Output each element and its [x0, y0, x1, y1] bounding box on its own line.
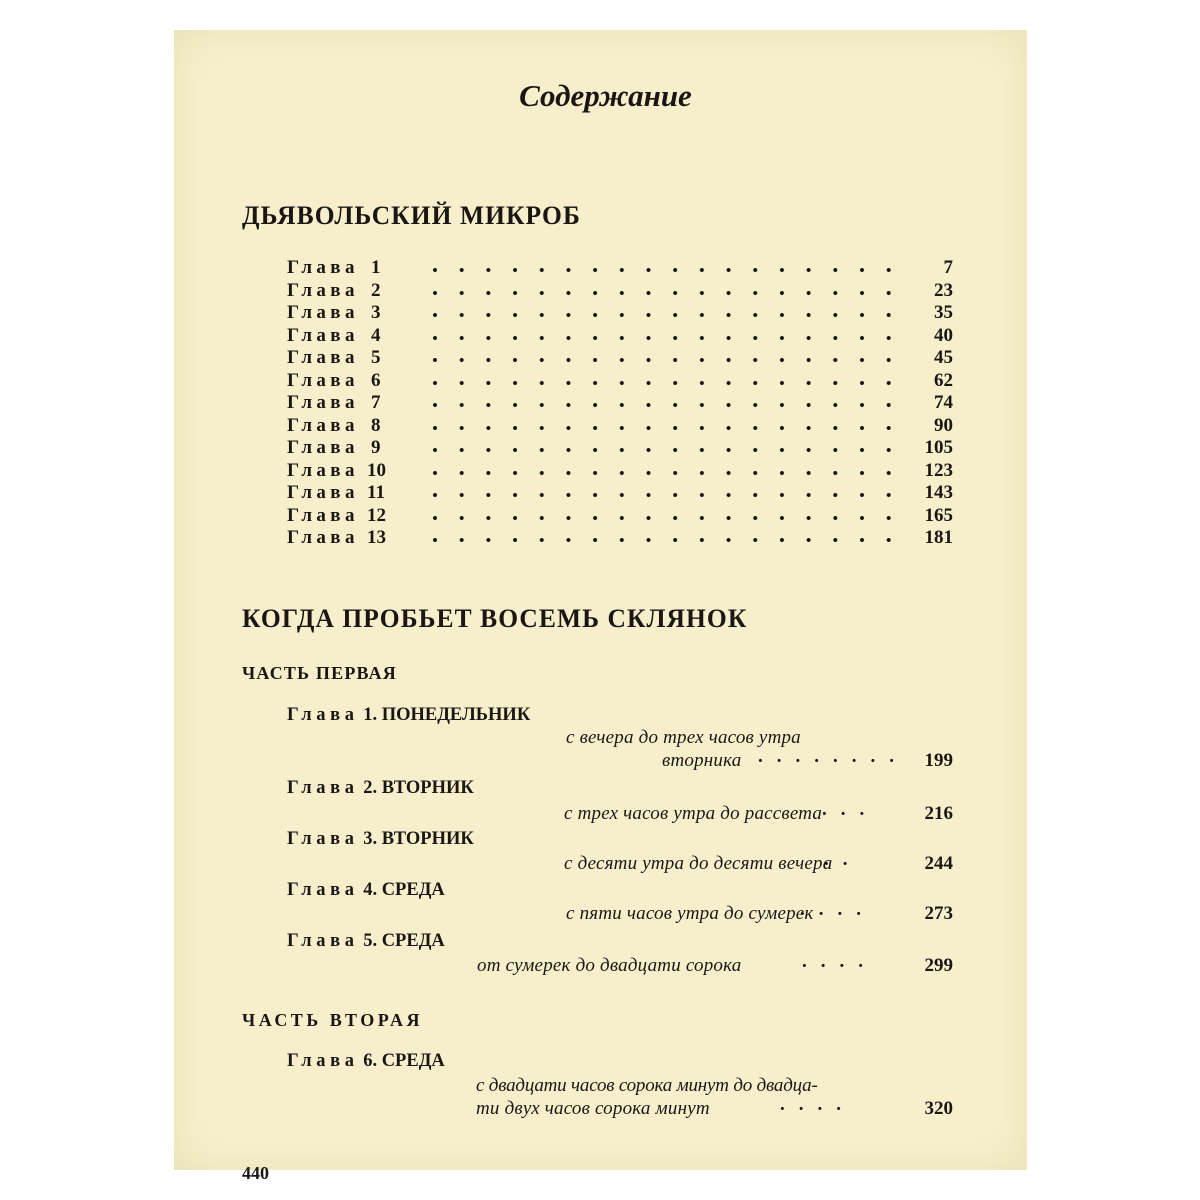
- part2-title: ЧАСТЬ ВТОРАЯ: [242, 1010, 423, 1030]
- chapter-heading[interactable]: [287, 931, 445, 952]
- toc-row[interactable]: [287, 325, 953, 347]
- chapter-label: Глава: [287, 482, 359, 503]
- chapter-heading[interactable]: [287, 778, 474, 799]
- page-number: 23: [934, 279, 953, 301]
- chapter-title: 6. СРЕДА: [363, 1051, 445, 1071]
- chapter-title: 3. ВТОРНИК: [363, 829, 474, 849]
- page-number: 40: [934, 324, 953, 346]
- chapter-number: 9: [371, 437, 381, 458]
- chapter-label: Глава: [287, 829, 359, 849]
- chapter-number: 10: [367, 459, 386, 481]
- dot-leader: [433, 486, 891, 498]
- chapter-label: Глава: [287, 257, 359, 278]
- book1-title: ДЬЯВОЛЬСКИЙ МИКРОБ: [242, 201, 581, 230]
- page-number: 320: [924, 1098, 953, 1119]
- chapter-heading[interactable]: [287, 829, 474, 850]
- toc-row[interactable]: [287, 392, 953, 414]
- chapter-title: 2. ВТОРНИК: [363, 778, 474, 798]
- dot-leader: ..: [824, 849, 862, 870]
- toc-row[interactable]: [287, 527, 953, 549]
- dot-leader: [433, 396, 891, 408]
- toc-row[interactable]: [287, 505, 953, 527]
- chapter-description: с десяти утра до десяти вечера: [564, 853, 833, 874]
- dot-leader: [433, 329, 891, 341]
- chapter-heading[interactable]: [287, 705, 530, 726]
- dot-leader: ...: [822, 799, 879, 820]
- chapter-number: 4: [371, 324, 381, 346]
- chapter-label: Глава: [287, 459, 359, 481]
- dot-leader: [433, 374, 891, 386]
- chapter-description: ти двух часов сорока минут: [476, 1098, 710, 1119]
- chapter-label: Глава: [287, 527, 359, 548]
- page-number: 199: [924, 750, 953, 771]
- chapter-label: Глава: [287, 414, 359, 436]
- page-number: 143: [924, 482, 953, 503]
- dot-leader: [433, 351, 891, 363]
- chapter-description: вторника: [662, 750, 742, 771]
- chapter-description: с двадцати часов сорока минут до двадца-: [476, 1075, 818, 1096]
- chapter-number: 12: [367, 504, 386, 526]
- page-number: 74: [934, 392, 953, 413]
- dot-leader: [433, 284, 891, 296]
- chapter-description: с вечера до трех часов утра: [566, 727, 801, 748]
- page-number: 35: [934, 302, 953, 323]
- chapter-description: с пяти часов утра до сумерек: [566, 903, 814, 924]
- book2-title: КОГДА ПРОБЬЕТ ВОСЕМЬ СКЛЯНОК: [242, 604, 748, 633]
- page-number: 45: [934, 347, 953, 368]
- chapter-description: с трех часов утра до рассвета: [564, 803, 823, 824]
- chapter-label: Глава: [287, 347, 359, 368]
- page-number: 181: [924, 527, 953, 548]
- chapter-label: Глава: [287, 880, 359, 900]
- chapter-title: 1. ПОНЕДЕЛЬНИК: [363, 705, 531, 725]
- chapter-number: 8: [371, 414, 381, 436]
- chapter-label: Глава: [287, 931, 359, 951]
- toc-row[interactable]: [287, 347, 953, 369]
- chapter-number: 7: [371, 392, 381, 413]
- chapter-label: Глава: [287, 705, 359, 725]
- chapter-title: 5. СРЕДА: [363, 931, 445, 951]
- part1-title: ЧАСТЬ ПЕРВАЯ: [242, 663, 397, 683]
- toc-row[interactable]: [287, 482, 953, 504]
- page-number: 90: [934, 414, 953, 436]
- chapter-number: 13: [367, 527, 386, 548]
- chapter-number: 3: [371, 302, 381, 323]
- chapter-number: 11: [367, 482, 385, 503]
- chapter-label: Глава: [287, 369, 359, 391]
- page-number: 123: [924, 459, 953, 481]
- chapter-description: от сумерек до двадцати сорока: [477, 955, 742, 976]
- page-number: 62: [934, 369, 953, 391]
- page-number: 216: [924, 803, 953, 824]
- toc-row[interactable]: [287, 280, 953, 302]
- chapter-label: Глава: [287, 392, 359, 413]
- dot-leader: ....: [802, 951, 877, 972]
- toc-row[interactable]: [287, 437, 953, 459]
- dot-leader: [433, 441, 891, 453]
- chapter-label: Глава: [287, 437, 359, 458]
- chapter-number: 6: [371, 369, 381, 391]
- toc-row[interactable]: [287, 370, 953, 392]
- dot-leader: [433, 419, 891, 431]
- chapter-label: Глава: [287, 778, 359, 798]
- page-number: 244: [924, 853, 953, 874]
- toc-row[interactable]: [287, 415, 953, 437]
- chapter-label: Глава: [287, 324, 359, 346]
- page-number: 299: [924, 955, 953, 976]
- toc-row[interactable]: [287, 257, 953, 279]
- dot-leader: [433, 464, 891, 476]
- page-number: 165: [924, 504, 953, 526]
- toc-row[interactable]: [287, 302, 953, 324]
- dot-leader: [433, 531, 891, 543]
- book-page: [174, 30, 1027, 1183]
- chapter-heading[interactable]: [287, 880, 445, 901]
- chapter-number: 1: [371, 257, 381, 278]
- toc-row[interactable]: [287, 460, 953, 482]
- chapter-label: Глава: [287, 1051, 359, 1071]
- page-number: 7: [943, 257, 953, 278]
- chapter-title: 4. СРЕДА: [363, 880, 445, 900]
- folio-page-number: 440: [242, 1163, 269, 1183]
- page-number: 273: [924, 903, 953, 924]
- dot-leader: ....: [780, 1094, 855, 1115]
- dot-leader: ....: [800, 899, 875, 920]
- chapter-label: Глава: [287, 504, 359, 526]
- dot-leader: [433, 261, 891, 273]
- dot-leader: [433, 306, 891, 318]
- page-title: Содержание: [519, 78, 692, 113]
- dot-leader: [433, 509, 891, 521]
- chapter-number: 5: [371, 347, 381, 368]
- chapter-label: Глава: [287, 302, 359, 323]
- dot-leader: ........: [758, 746, 908, 767]
- chapter-heading[interactable]: [287, 1051, 445, 1072]
- chapter-label: Глава: [287, 279, 359, 301]
- page-number: 105: [924, 437, 953, 458]
- chapter-number: 2: [371, 279, 381, 301]
